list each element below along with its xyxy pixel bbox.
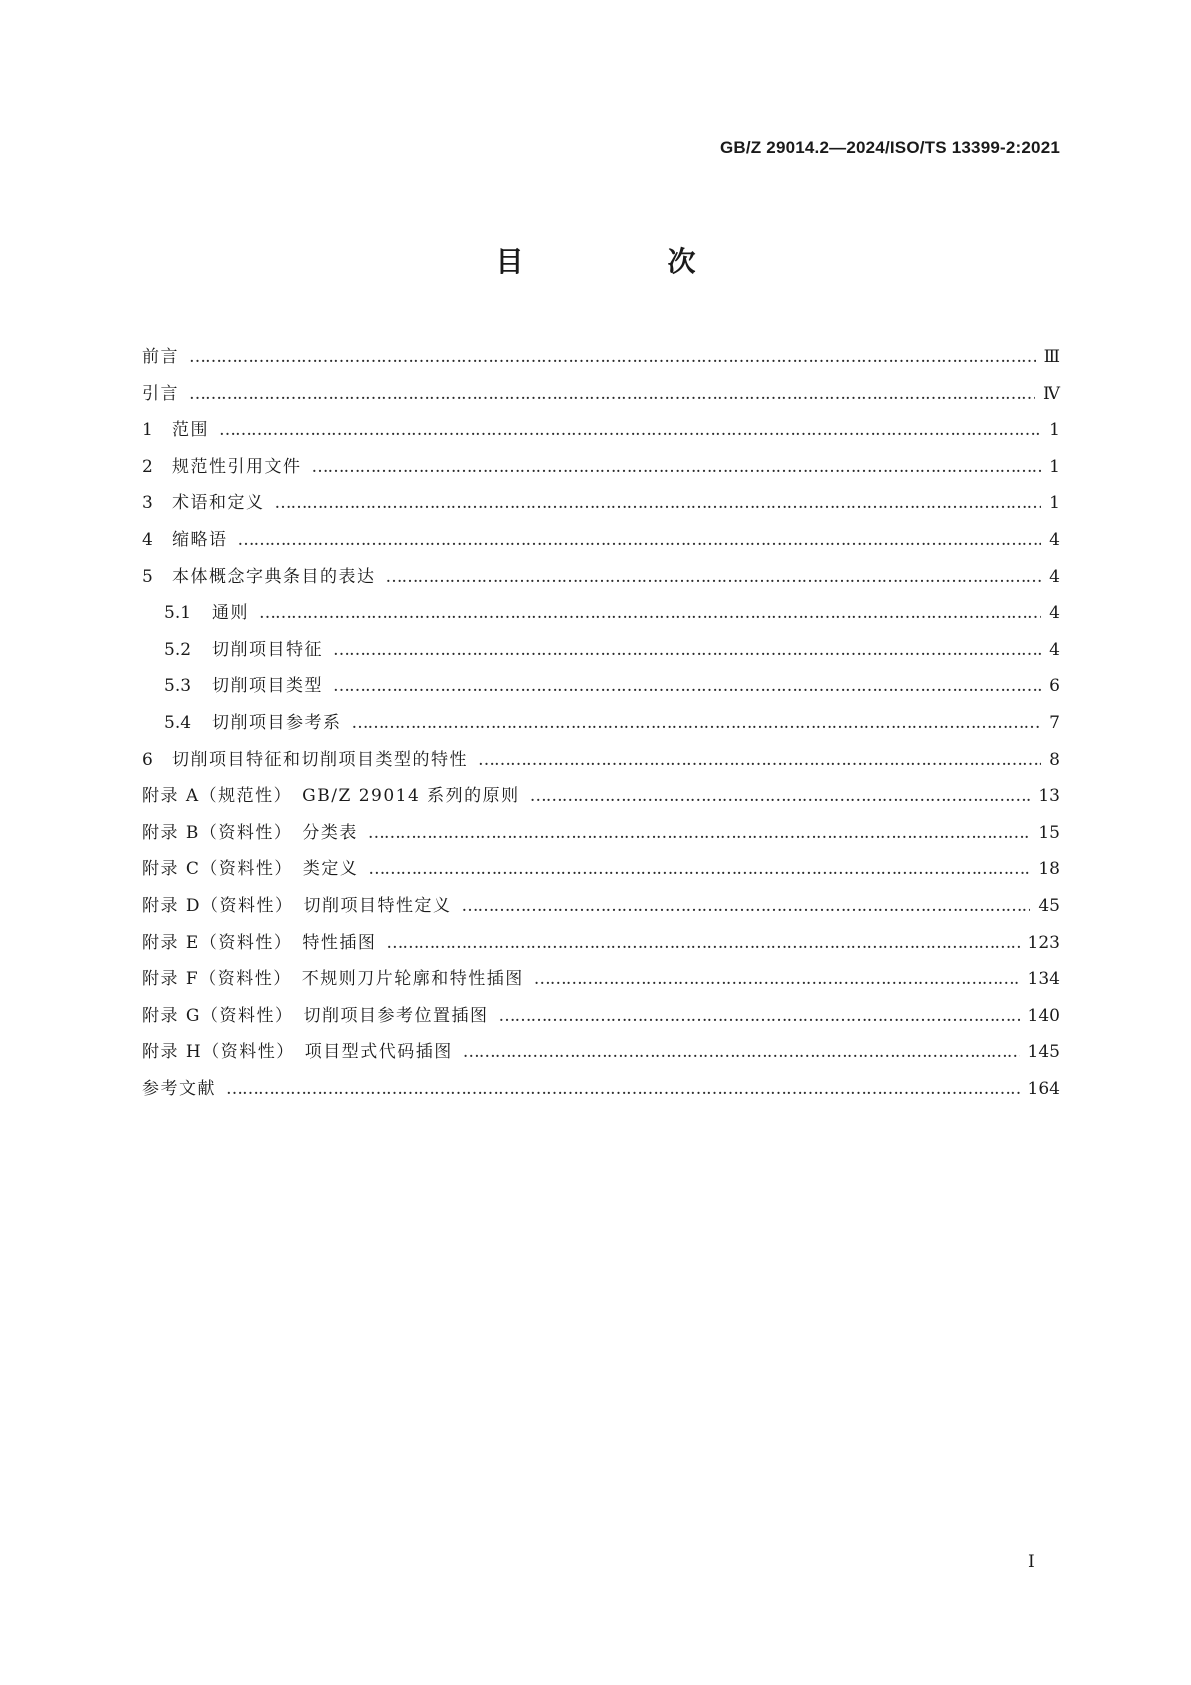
toc-entry[interactable]	[142, 925, 1060, 962]
toc-entry-page: 145	[1027, 1042, 1060, 1063]
toc-entry-page: 164	[1027, 1078, 1060, 1099]
toc-entry[interactable]	[142, 449, 1060, 486]
toc-entry-label: 缩略语	[172, 529, 228, 550]
toc-dot-leader	[386, 925, 1019, 962]
toc-entry[interactable]	[142, 961, 1060, 998]
toc-entry-page: 134	[1027, 969, 1060, 990]
toc-entry[interactable]	[142, 559, 1060, 596]
toc-entry-page: 18	[1038, 859, 1060, 880]
toc-entry-label: 附录 B（资料性） 分类表	[142, 822, 358, 843]
toc-entry-page: 13	[1038, 786, 1060, 807]
toc-entry-label: 切削项目参考系	[212, 712, 342, 733]
toc-entry-number: 2	[142, 456, 153, 477]
toc-entry-label: 附录 D（资料性） 切削项目特性定义	[142, 895, 452, 916]
toc-dot-leader	[226, 1071, 1020, 1108]
toc-entry[interactable]	[142, 778, 1060, 815]
toc-entry-label: 范围	[172, 420, 209, 441]
toc-entry-number: 5.1	[164, 603, 192, 624]
toc-entry-label: 附录 A（规范性） GB/Z 29014 系列的原则	[142, 786, 520, 807]
toc-entry[interactable]	[142, 376, 1060, 413]
toc-title: 目 次	[495, 245, 754, 278]
toc-entry-page: 4	[1049, 566, 1060, 587]
toc-entry[interactable]	[142, 485, 1060, 522]
toc-entry-label: 规范性引用文件	[172, 456, 302, 477]
toc-entry[interactable]	[142, 668, 1060, 705]
toc-entry-page: 8	[1049, 749, 1060, 770]
toc-dot-leader	[386, 559, 1042, 596]
toc-entry-label: 附录 F（资料性） 不规则刀片轮廓和特性插图	[142, 969, 524, 990]
toc-entry-number: 5	[142, 566, 153, 587]
toc-dot-leader	[333, 668, 1041, 705]
toc-entry-page: 1	[1049, 493, 1060, 514]
toc-dot-leader	[275, 485, 1042, 522]
toc-entry-page: 4	[1049, 603, 1060, 624]
toc-entry-number: 5.4	[164, 712, 192, 733]
toc-dot-leader	[530, 778, 1031, 815]
toc-entry[interactable]	[142, 1071, 1060, 1108]
toc-entry-label: 引言	[142, 383, 179, 404]
toc-dot-leader	[352, 705, 1042, 742]
toc-entry-page: 123	[1027, 932, 1060, 953]
toc-dot-leader	[312, 449, 1042, 486]
toc-entry-number: 3	[142, 493, 153, 514]
toc-entry[interactable]	[142, 1034, 1060, 1071]
toc-entry-number: 4	[142, 529, 153, 550]
toc-entry-label: 切削项目类型	[212, 676, 323, 697]
toc-entry-page: Ⅳ	[1043, 383, 1060, 404]
toc-dot-leader	[219, 412, 1041, 449]
toc-entry-page: 4	[1049, 529, 1060, 550]
toc-entry-page: 7	[1049, 712, 1060, 733]
toc-entry[interactable]	[142, 742, 1060, 779]
toc-dot-leader	[189, 376, 1035, 413]
toc-dot-leader	[368, 815, 1030, 852]
toc-dot-leader	[333, 632, 1041, 669]
standard-code-header: GB/Z 29014.2—2024/ISO/TS 13399-2:2021	[719, 138, 1060, 157]
toc-entry-label: 术语和定义	[172, 493, 265, 514]
toc-entry-label: 附录 H（资料性） 项目型式代码插图	[142, 1042, 453, 1063]
toc-entry-page: 6	[1049, 676, 1060, 697]
toc-entry-page: Ⅲ	[1043, 347, 1060, 367]
toc-entry-label: 附录 E（资料性） 特性插图	[142, 932, 377, 953]
toc-entry-page: 45	[1038, 895, 1060, 916]
toc-entry[interactable]	[142, 851, 1060, 888]
toc-entry-number: 1	[142, 420, 153, 441]
toc-entry[interactable]	[142, 339, 1060, 376]
toc-entry-page: 4	[1049, 639, 1060, 660]
toc-dot-leader	[368, 851, 1030, 888]
toc-entry[interactable]	[142, 412, 1060, 449]
toc-dot-leader	[259, 595, 1041, 632]
toc-dot-leader	[478, 742, 1041, 779]
toc-dot-leader	[463, 1034, 1020, 1071]
toc-entry-page: 1	[1049, 420, 1060, 441]
toc-dot-leader	[189, 339, 1036, 376]
toc-entry[interactable]	[142, 632, 1060, 669]
toc-dot-leader	[238, 522, 1042, 559]
toc-entry-label: 通则	[212, 603, 249, 624]
toc-entry-label: 附录 C（资料性） 类定义	[142, 859, 359, 880]
toc-entry-label: 切削项目特征和切削项目类型的特性	[172, 749, 468, 770]
toc-dot-leader	[462, 888, 1031, 925]
toc-dot-leader	[498, 998, 1019, 1035]
toc-entry-label: 切削项目特征	[212, 639, 323, 660]
toc-entry[interactable]	[142, 998, 1060, 1035]
toc-dot-leader	[534, 961, 1020, 998]
toc-entry-label: 本体概念字典条目的表达	[172, 566, 376, 587]
toc-entry[interactable]	[142, 705, 1060, 742]
toc-entry-page: 1	[1049, 456, 1060, 477]
toc-entry-page: 15	[1038, 822, 1060, 843]
toc-entry[interactable]	[142, 522, 1060, 559]
page-number: Ⅰ	[1028, 1552, 1035, 1572]
toc-entry-label: 参考文献	[142, 1078, 216, 1099]
table-of-contents	[142, 339, 1060, 1107]
toc-entry-label: 附录 G（资料性） 切削项目参考位置插图	[142, 1005, 489, 1026]
toc-entry[interactable]	[142, 595, 1060, 632]
toc-entry[interactable]	[142, 815, 1060, 852]
toc-entry[interactable]	[142, 888, 1060, 925]
toc-entry-number: 5.2	[164, 639, 192, 660]
toc-entry-number: 6	[142, 749, 153, 770]
toc-entry-label: 前言	[142, 347, 179, 367]
toc-entry-number: 5.3	[164, 676, 192, 697]
toc-entry-page: 140	[1027, 1005, 1060, 1026]
